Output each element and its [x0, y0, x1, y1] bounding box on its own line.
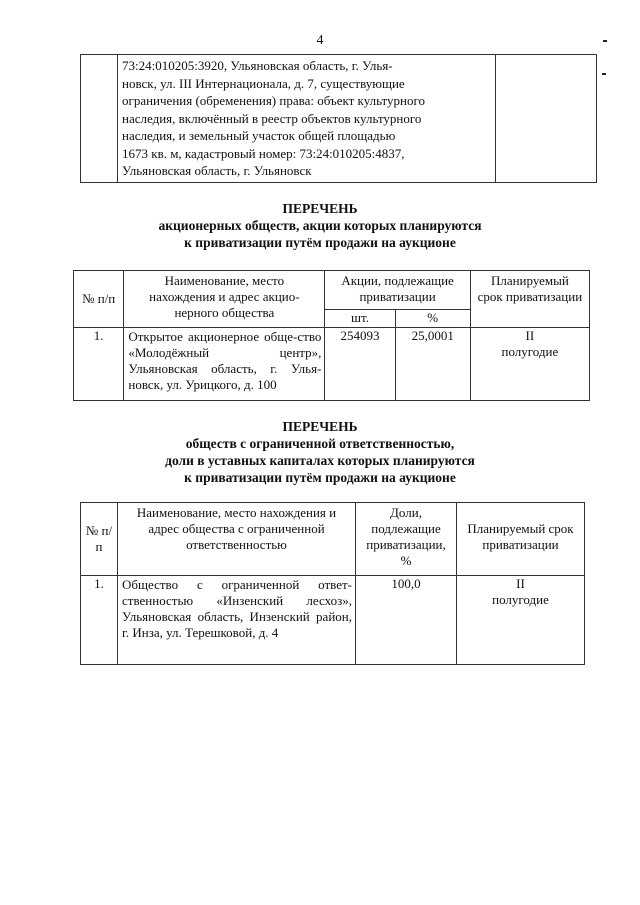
llc-table	[80, 502, 585, 665]
row-term	[470, 328, 589, 401]
text-line: наследия, и земельный участок общей площадью	[122, 128, 396, 143]
table-header-row	[81, 503, 585, 576]
section2-title: ПЕРЕЧЕНЬ	[282, 419, 358, 434]
header-term: Планируемый срок приватизации	[470, 271, 589, 328]
section1-heading	[0, 200, 640, 251]
text-line: Ульяновская область, г. Ульяновск	[122, 163, 312, 178]
text-line: ограничения (обременения) права: объект культурного	[122, 93, 426, 108]
table-cell	[81, 55, 118, 183]
row-name: Общество с ограниченной ответ-ственностью «Инзенский лесхоз», Ульяновская область, Инзенский район, г. Инза, ул. Терешковой, д. 4	[118, 576, 356, 665]
header-shares-pcs: шт.	[325, 310, 395, 328]
text-line: наследия, включённый в реестр объектов культурного	[122, 110, 422, 126]
header-name: Наименование, место нахождения и адрес акцио-нерного общества	[124, 271, 325, 328]
row-num: 1.	[81, 576, 118, 665]
header-num: № п/п	[81, 503, 118, 576]
section2-subtitle: обществ с ограниченной ответственностью,	[185, 436, 455, 451]
scan-speck	[602, 73, 606, 75]
header-shares: Акции, подлежащие приватизации	[325, 271, 470, 310]
row-shares-pcs: 254093	[325, 328, 395, 401]
page-number: 4	[316, 33, 324, 48]
term-half: II	[516, 576, 525, 591]
header-term: Планируемый срок приватизации	[457, 503, 585, 576]
table-row	[81, 576, 585, 665]
row-name: Открытое акционерное обще-ство «Молодёжный центр», Ульяновская область, г. Улья-новск, ул. Урицкого, д. 100	[124, 328, 325, 401]
row-shares-pct: 25,0001	[395, 328, 470, 401]
header-shares-pct: %	[395, 310, 470, 328]
header-name: Наименование, место нахождения и адрес общества с ограниченной ответственностью	[118, 503, 356, 576]
header-num: № п/п	[74, 271, 124, 328]
section1-subtitle: к приватизации путём продажи на аукционе	[184, 235, 456, 250]
text-line: 1673 кв. м, кадастровый номер: 73:24:010205:4837,	[122, 145, 405, 161]
section1-title: ПЕРЕЧЕНЬ	[282, 201, 358, 216]
continuation-table	[80, 54, 597, 183]
term-word: полугодие	[501, 344, 559, 359]
text-line: 73:24:010205:3920, Ульяновская область, г. Улья-	[122, 58, 393, 73]
row-share: 100,0	[356, 576, 457, 665]
table-row	[74, 328, 590, 401]
section1-subtitle: акционерных обществ, акции которых планируются	[158, 218, 482, 233]
term-word: полугодие	[492, 592, 549, 607]
continuation-text	[118, 55, 496, 183]
joint-stock-table	[73, 270, 590, 401]
table-row	[81, 55, 597, 183]
table-header-row	[74, 271, 590, 310]
section2-heading	[0, 418, 640, 486]
scan-speck	[603, 40, 607, 42]
text-line: новск, ул. III Интернационала, д. 7, существующие	[122, 75, 405, 91]
row-num: 1.	[74, 328, 124, 401]
header-share: Доли, подлежащие приватизации, %	[356, 503, 457, 576]
term-half: II	[525, 328, 535, 343]
section2-subtitle: к приватизации путём продажи на аукционе	[184, 470, 456, 485]
row-term	[457, 576, 585, 665]
table-cell	[496, 55, 597, 183]
section2-subtitle: доли в уставных капиталах которых планируются	[165, 453, 475, 468]
